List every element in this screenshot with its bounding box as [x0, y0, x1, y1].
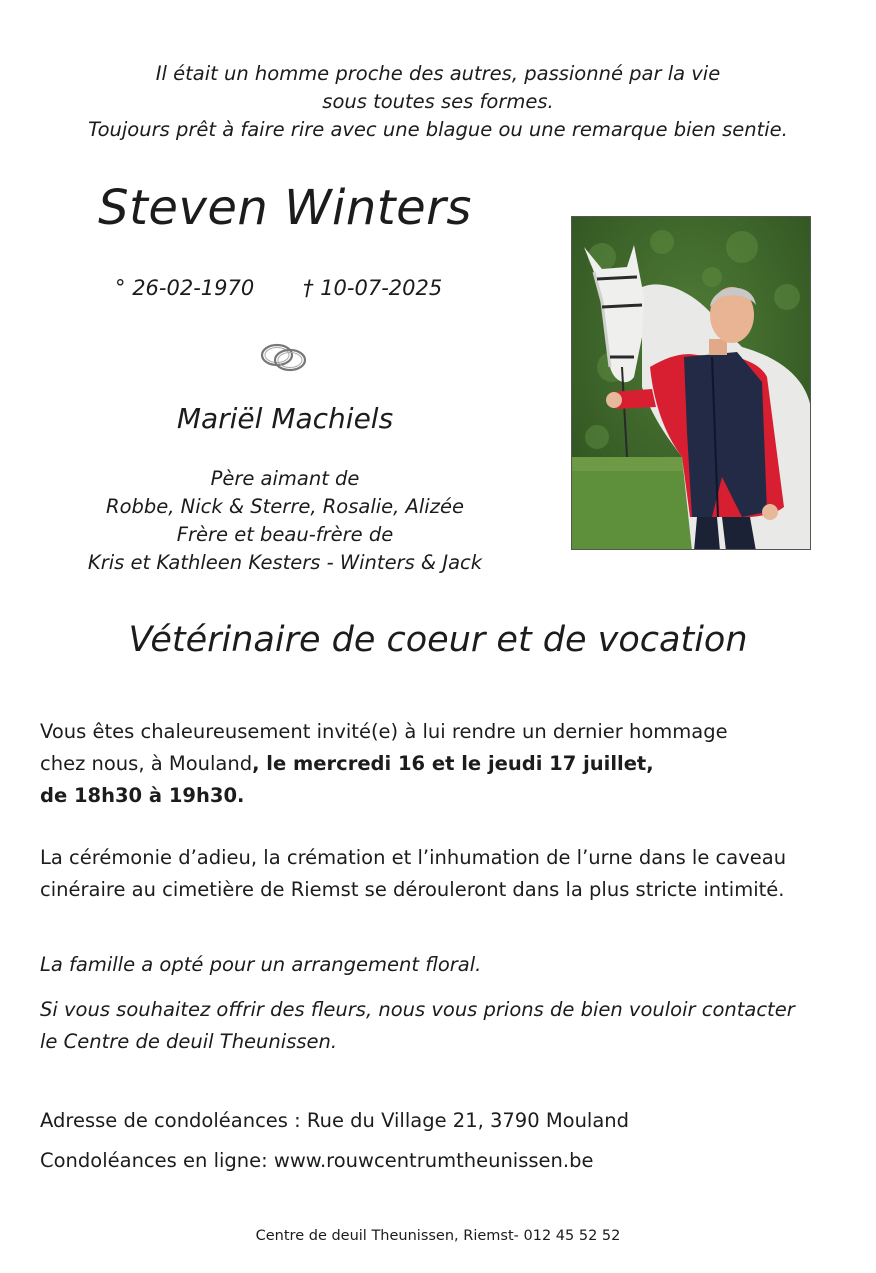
flowers-request-line-2: le Centre de deuil Theunissen. — [40, 1030, 338, 1053]
ceremony-line-2: cinéraire au cimetière de Riemst se dérouleront dans la plus stricte intimité. — [40, 878, 785, 901]
ceremony-line-1: La cérémonie d’adieu, la crémation et l’inhumation de l’urne dans le caveau — [40, 846, 787, 869]
invitation-hours: de 18h30 à 19h30. — [40, 784, 245, 807]
intro-quote — [0, 60, 876, 144]
quote-line-2: sous toutes ses formes. — [322, 90, 554, 113]
birth-symbol: ° — [115, 276, 126, 300]
birth-date-value: 26-02-1970 — [132, 276, 255, 300]
portrait-illustration — [572, 217, 811, 550]
flowers-request — [40, 994, 840, 1058]
profession-title: Vétérinaire de coeur et de vocation — [128, 620, 748, 660]
family-line-4: Kris et Kathleen Kesters - Winters & Jack — [87, 551, 483, 574]
portrait-photo — [571, 216, 811, 550]
death-date-value: 10-07-2025 — [320, 276, 443, 300]
invitation-dates: , le mercredi 16 et le jeudi 17 juillet, — [252, 752, 654, 775]
invitation-paragraph — [40, 716, 840, 812]
partner-name: Mariël Machiels — [176, 402, 394, 435]
invitation-line-1: Vous êtes chaleureusement invité(e) à lui rendre un dernier hommage — [40, 720, 728, 743]
invitation-line-2 — [40, 748, 840, 780]
family-line-2: Robbe, Nick & Sterre, Rosalie, Alizée — [106, 495, 464, 518]
condolence-address: Adresse de condoléances : Rue du Village 21, 3790 Mouland — [40, 1109, 630, 1132]
family-block — [40, 465, 530, 577]
quote-line-1: Il était un homme proche des autres, passionné par la vie — [155, 62, 721, 85]
flowers-request-line-1: Si vous souhaitez offrir des fleurs, nous vous prions de bien vouloir contacter — [40, 998, 795, 1021]
family-line-3: Frère et beau-frère de — [176, 523, 394, 546]
deceased-name: Steven Winters — [98, 180, 472, 236]
funeral-home-footer: Centre de deuil Theunissen, Riemst- 012 45 52 52 — [255, 1228, 621, 1244]
flowers-note: La famille a opté pour un arrangement floral. — [40, 953, 482, 976]
birth-date — [115, 276, 254, 300]
invitation-place: chez nous, à Mouland — [40, 752, 253, 775]
death-date — [303, 276, 442, 300]
quote-line-3: Toujours prêt à faire rire avec une blague ou une remarque bien sentie. — [88, 118, 788, 141]
wedding-rings-icon — [257, 338, 311, 376]
family-line-1: Père aimant de — [210, 467, 360, 490]
ceremony-paragraph — [40, 842, 840, 906]
online-condolences: Condoléances en ligne: www.rouwcentrumtheunissen.be — [40, 1149, 594, 1172]
death-symbol: † — [303, 276, 314, 300]
